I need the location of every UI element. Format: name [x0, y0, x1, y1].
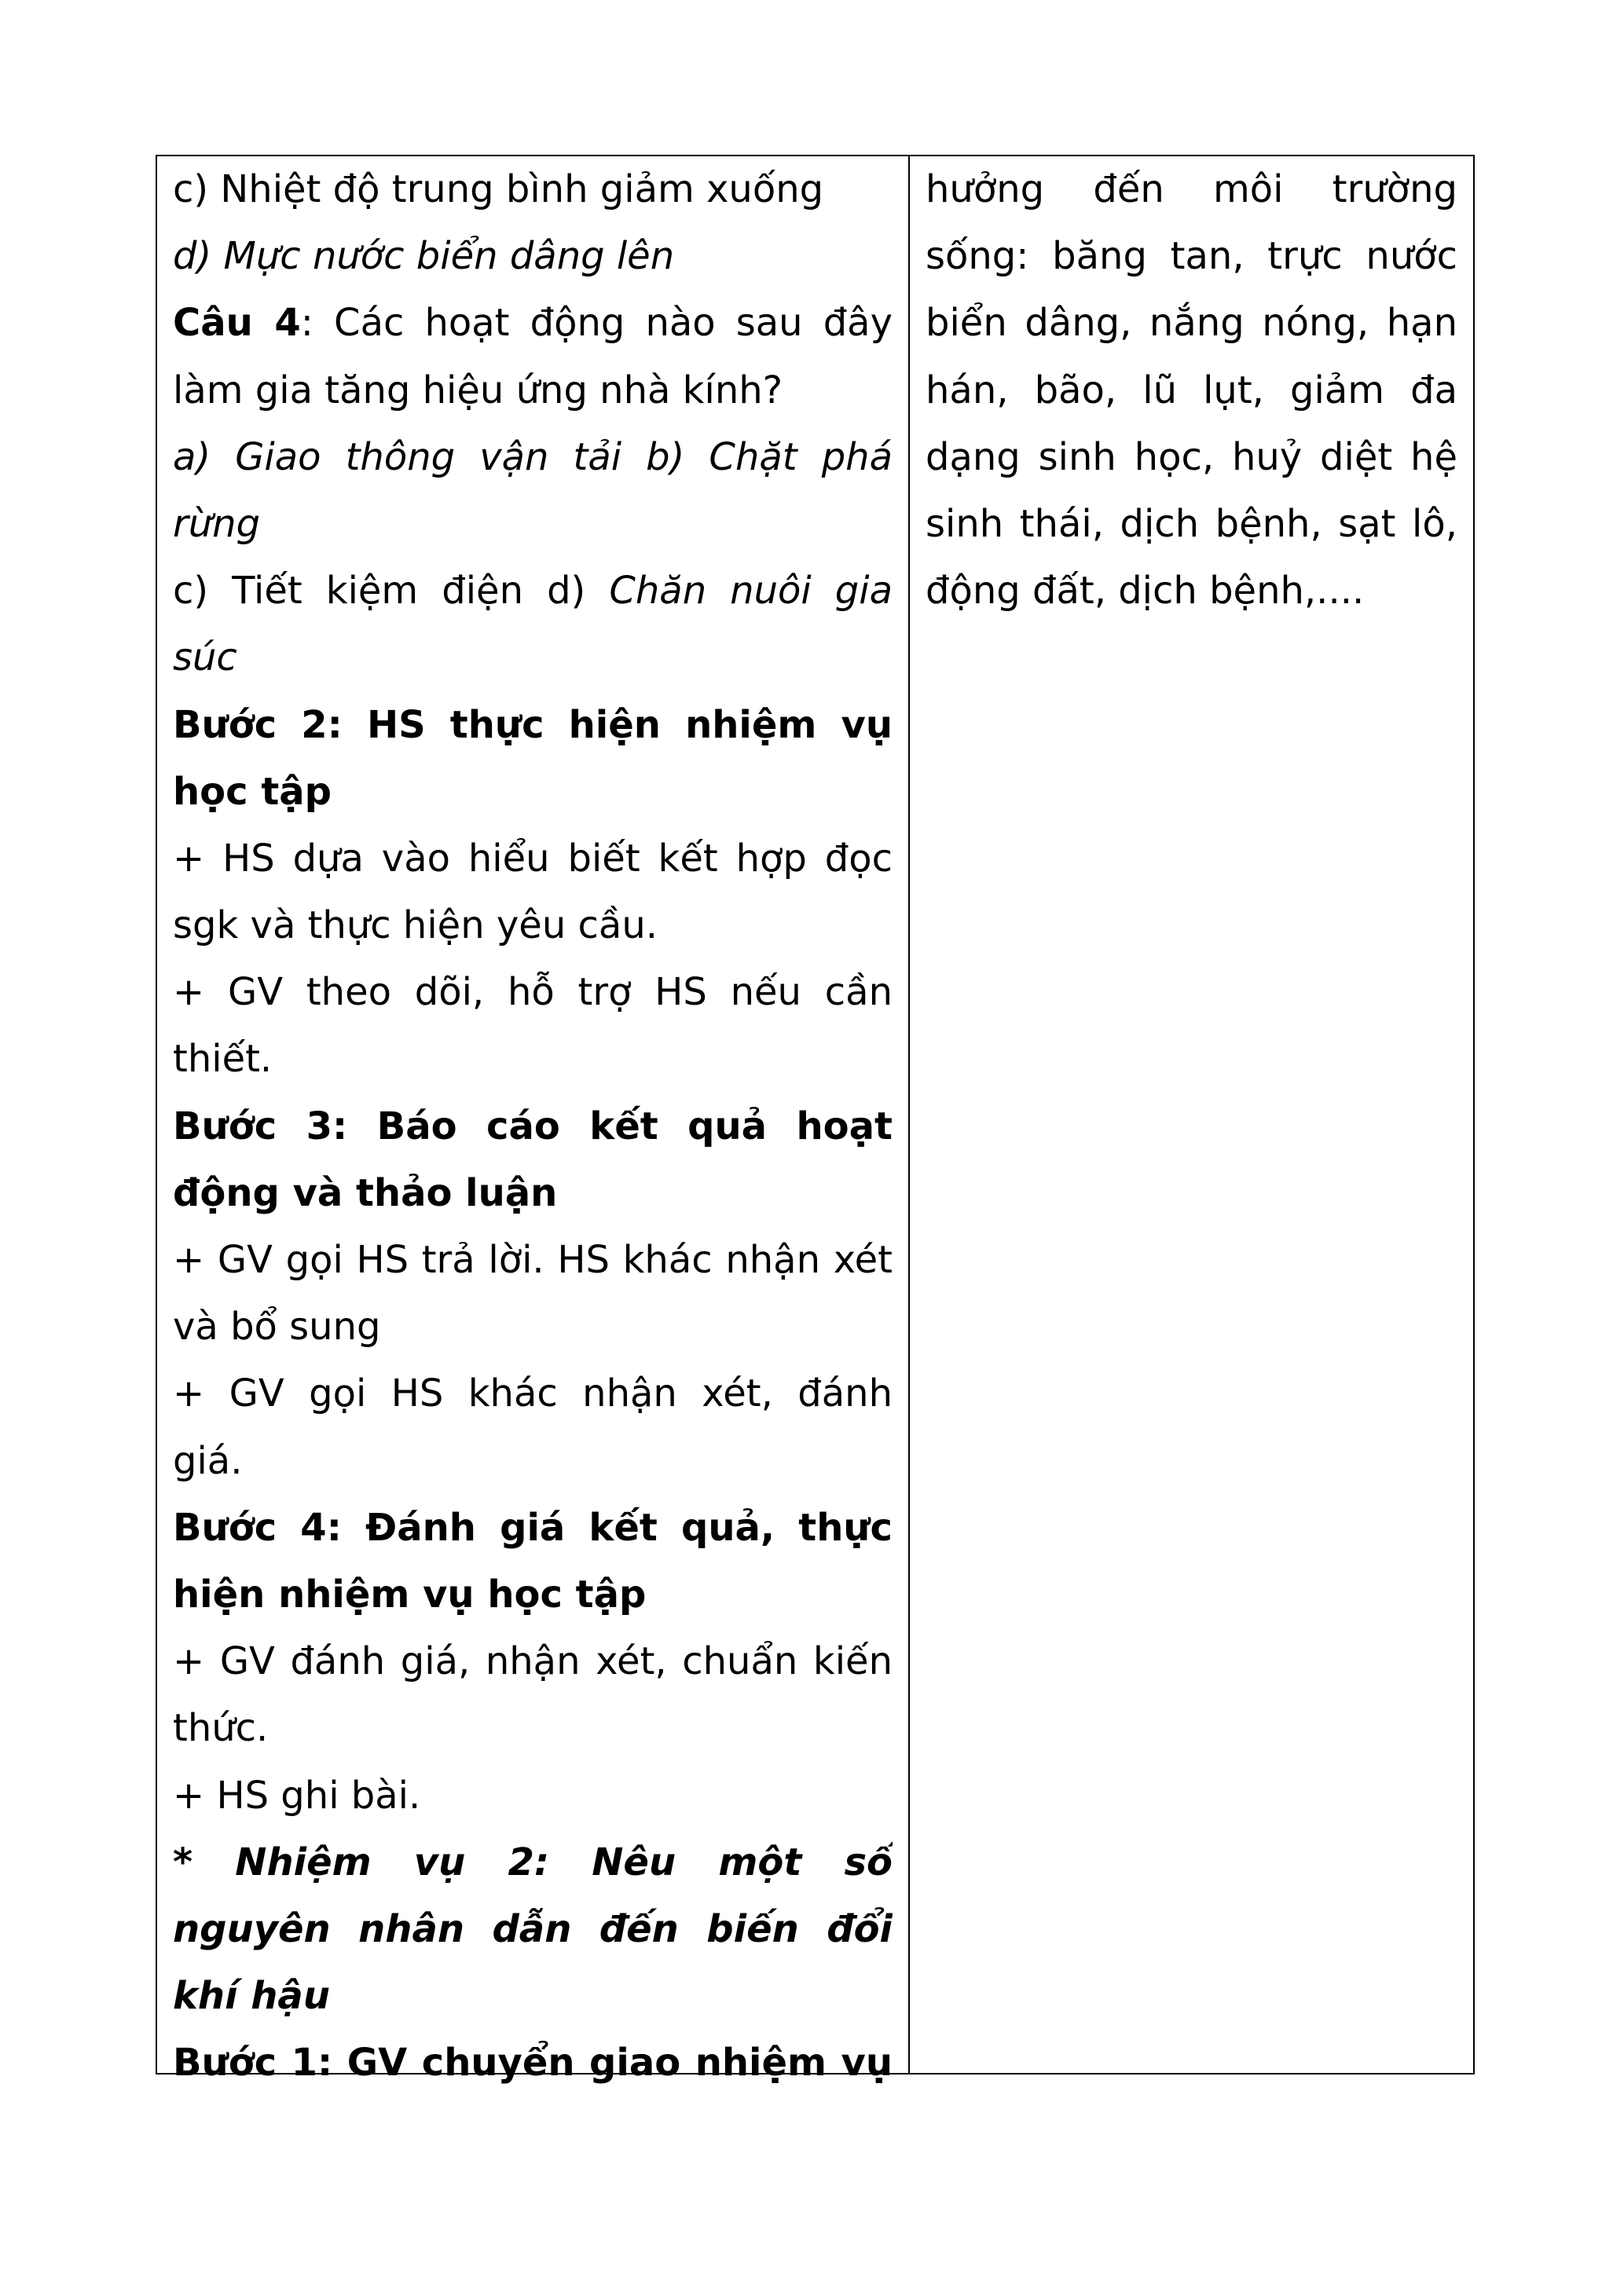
text-line — [926, 156, 1457, 223]
text-run: + HS dựa vào hiểu biết kết hợp đọc — [173, 836, 893, 881]
text-run: Bước 3: Báo cáo kết quả hoạt — [173, 1104, 893, 1148]
text-line — [926, 223, 1457, 290]
text-run: hiện nhiệm vụ học tập — [173, 1572, 647, 1617]
text-line — [173, 1896, 893, 1963]
text-run: làm gia tăng hiệu ứng nhà kính? — [173, 368, 783, 412]
text-run: + GV gọi HS trả lời. HS khác nhận xét — [173, 1238, 893, 1282]
text-run: * Nhiệm vụ 2: Nêu một số — [173, 1840, 893, 1884]
text-line — [926, 491, 1457, 558]
text-line — [173, 558, 893, 624]
text-line — [173, 1495, 893, 1562]
lesson-table — [156, 155, 1475, 2085]
text-line — [173, 156, 893, 223]
text-line — [173, 892, 893, 959]
text-run: sống: băng tan, trực nước — [926, 234, 1457, 279]
text-run: dạng sinh học, huỷ diệt hệ — [926, 434, 1457, 479]
text-run: Bước 2: HS thực hiện nhiệm vụ — [173, 702, 893, 747]
text-line — [173, 1026, 893, 1093]
text-line — [173, 759, 893, 826]
text-line — [173, 1763, 893, 1829]
text-line — [173, 1160, 893, 1227]
text-line — [173, 1428, 893, 1495]
text-run: giá. — [173, 1438, 243, 1483]
text-run: c) Tiết kiệm điện d) — [173, 569, 610, 613]
text-run: Câu 4 — [173, 301, 301, 346]
text-run: a) Giao thông vận tải b) Chặt phá — [173, 434, 893, 479]
text-line — [173, 1227, 893, 1294]
text-run: sgk và thực hiện yêu cầu. — [173, 903, 658, 948]
text-run: + GV đánh giá, nhận xét, chuẩn kiến — [173, 1639, 893, 1684]
text-line — [173, 1093, 893, 1160]
text-line — [173, 1963, 893, 2030]
text-run: động và thảo luận — [173, 1170, 558, 1215]
text-run: Chăn nuôi gia — [609, 569, 893, 613]
text-run: hán, bão, lũ lụt, giảm đa — [926, 368, 1457, 412]
text-line — [173, 2030, 893, 2096]
text-run: Bước 4: Đánh giá kết quả, thực — [173, 1505, 893, 1550]
text-run: sinh thái, dịch bệnh, sạt lô, — [926, 501, 1457, 546]
text-line — [173, 1695, 893, 1762]
text-line — [173, 290, 893, 357]
text-line — [926, 290, 1457, 357]
text-run: và bổ sung — [173, 1305, 381, 1349]
text-run: c) Nhiệt độ trung bình giảm xuống — [173, 167, 824, 211]
text-line — [173, 1360, 893, 1427]
text-run: : Các hoạt động nào sau đây — [300, 301, 893, 346]
text-run: Bước 1: GV chuyển giao nhiệm vụ — [173, 2041, 893, 2085]
text-line — [173, 826, 893, 892]
text-run: thức. — [173, 1706, 269, 1751]
text-run: nguyên nhân dẫn đến biến đổi — [173, 1906, 893, 1951]
text-line — [173, 1562, 893, 1628]
text-run: thiết. — [173, 1037, 273, 1082]
text-line — [173, 223, 893, 290]
text-line — [173, 424, 893, 491]
text-line — [173, 1829, 893, 1896]
text-line — [173, 959, 893, 1026]
text-line — [926, 558, 1457, 624]
text-run: rừng — [173, 501, 261, 546]
text-line — [173, 1294, 893, 1360]
text-line — [173, 624, 893, 691]
text-run: súc — [173, 635, 237, 680]
text-run: hưởng đến môi trường — [926, 167, 1457, 211]
text-line — [173, 692, 893, 759]
text-line — [173, 357, 893, 424]
text-line — [926, 357, 1457, 424]
text-run: + GV theo dõi, hỗ trợ HS nếu cần — [173, 970, 893, 1015]
text-run: động đất, dịch bệnh,.... — [926, 569, 1365, 613]
text-run: d) Mực nước biển dâng lên — [173, 234, 675, 279]
text-line — [926, 424, 1457, 491]
activities-column — [157, 156, 910, 2085]
content-column — [910, 156, 1473, 2073]
text-line — [173, 1628, 893, 1695]
text-run: khí hậu — [173, 1974, 330, 2019]
text-run: + HS ghi bài. — [173, 1773, 421, 1818]
text-run: + GV gọi HS khác nhận xét, đánh — [173, 1371, 893, 1416]
text-run: học tập — [173, 769, 332, 814]
text-line — [173, 491, 893, 558]
text-run: biển dâng, nắng nóng, hạn — [926, 301, 1457, 346]
